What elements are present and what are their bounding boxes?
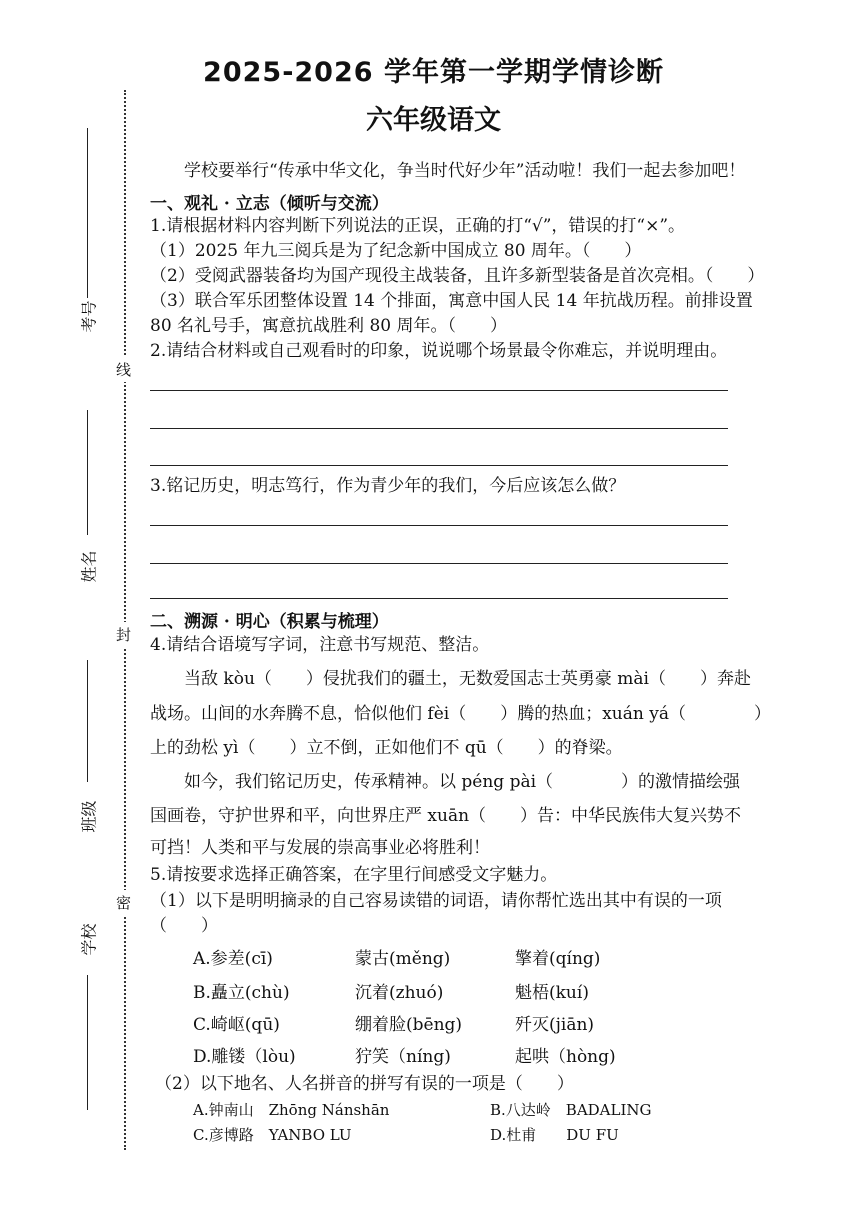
q4-passage-line-6: 可挡！人类和平与发展的崇高事业必将胜利！ [150, 838, 490, 858]
q5-2-option-a: A.钟南山 Zhōng Nánshān [193, 1101, 390, 1119]
name-label: 姓名 [79, 550, 99, 583]
class-fill-line[interactable] [87, 660, 88, 782]
seal-char-line: 线 [116, 357, 131, 382]
q2-stem: 2.请结合材料或自己观看时的印象，说说哪个场景最令你难忘，并说明理由。 [150, 341, 728, 361]
q1-item-1: （1）2025 年九三阅兵是为了纪念新中国成立 80 周年。（ ） [150, 241, 642, 261]
page-title: 2025-2026 学年第一学期学情诊断 [203, 57, 664, 88]
q5-1-stem: （1）以下是明明摘录的自己容易读错的词语，请你帮忙选出其中有误的一项 [150, 891, 722, 911]
seal-char-seal: 封 [116, 622, 131, 647]
option-d-3: 起哄（hòng) [515, 1047, 616, 1067]
school-label: 学校 [79, 923, 99, 956]
name-fill-line[interactable] [87, 410, 88, 535]
q5-2-option-b: B.八达岭 BADALING [490, 1101, 652, 1119]
option-b-3: 魁梧(kuí) [515, 983, 589, 1003]
q5-2-option-d: D.杜甫 DU FU [490, 1126, 619, 1144]
option-c-2: 绷着脸(bēng) [355, 1015, 463, 1035]
q3-answer-line-2[interactable] [150, 563, 728, 564]
option-a-3: 擎着(qíng) [515, 949, 601, 969]
intro-text: 学校要举行“传承中华文化，争当时代好少年”活动啦！我们一起去参加吧！ [184, 161, 746, 181]
option-d-2: 狞笑（níng) [355, 1047, 451, 1067]
q3-answer-line-3[interactable] [150, 598, 728, 599]
exam-no-fill-line[interactable] [87, 128, 88, 298]
q2-answer-line-2[interactable] [150, 428, 728, 429]
option-b-1: B.矗立(chù) [193, 983, 290, 1003]
q5-stem: 5.请按要求选择正确答案，在字里行间感受文字魅力。 [150, 865, 558, 885]
page-subtitle: 六年级语文 [366, 105, 501, 136]
option-a-2: 蒙古(měng) [355, 949, 451, 969]
q1-item-2: （2）受阅武器装备均为国产现役主战装备，且许多新型装备是首次亮相。（ ） [150, 266, 765, 286]
q1-item-3a: （3）联合军乐团整体设置 14 个排面，寓意中国人民 14 年抗战历程。前排设置 [150, 291, 753, 311]
q3-stem: 3.铭记历史，明志笃行，作为青少年的我们，今后应该怎么做？ [150, 476, 626, 496]
section2-title: 二、溯源 · 明心（积累与梳理） [150, 612, 389, 632]
option-d-1: D.雕镂（lòu) [193, 1047, 296, 1067]
class-label: 班级 [79, 800, 99, 833]
q1-stem: 1.请根据材料内容判断下列说法的正误，正确的打“√”，错误的打“×”。 [150, 216, 686, 236]
seal-char-secret: 密 [116, 890, 131, 915]
school-fill-line[interactable] [87, 975, 88, 1110]
q1-item-3b: 80 名礼号手，寓意抗战胜利 80 周年。（ ） [150, 316, 507, 336]
q4-stem: 4.请结合语境写字词，注意书写规范、整洁。 [150, 635, 490, 655]
binding-dotted-line [124, 90, 126, 1150]
q4-passage-line-3: 上的劲松 yì（ ）立不倒，正如他们不 qū（ ）的脊梁。 [150, 738, 623, 758]
q5-2-option-c: C.彦博路 YANBO LU [193, 1126, 352, 1144]
exam-no-label: 考号 [79, 300, 99, 333]
option-c-3: 歼灭(jiān) [515, 1015, 595, 1035]
q4-passage-line-1: 当敌 kòu（ ）侵扰我们的疆土，无数爱国志士英勇豪 mài（ ）奔赴 [184, 669, 751, 689]
option-a-1: A.参差(cī) [193, 949, 273, 969]
q3-answer-line-1[interactable] [150, 525, 728, 526]
option-c-1: C.崎岖(qū) [193, 1015, 280, 1035]
option-b-2: 沉着(zhuó) [355, 983, 444, 1003]
q5-2-stem: （2）以下地名、人名拼音的拼写有误的一项是（ ） [155, 1074, 574, 1094]
q5-1-answer-bracket: （ ） [150, 916, 218, 936]
section1-title: 一、观礼 · 立志（倾听与交流） [150, 194, 389, 214]
q4-passage-line-2: 战场。山间的水奔腾不息，恰似他们 fèi（ ）腾的热血；xuán yá（ ） [150, 704, 771, 724]
q4-passage-line-4: 如今，我们铭记历史，传承精神。以 péng pài（ ）的激情描绘强 [184, 772, 741, 792]
q2-answer-line-3[interactable] [150, 465, 728, 466]
q2-answer-line-1[interactable] [150, 390, 728, 391]
q4-passage-line-5: 国画卷，守护世界和平，向世界庄严 xuān（ ）告：中华民族伟大复兴势不 [150, 806, 742, 826]
